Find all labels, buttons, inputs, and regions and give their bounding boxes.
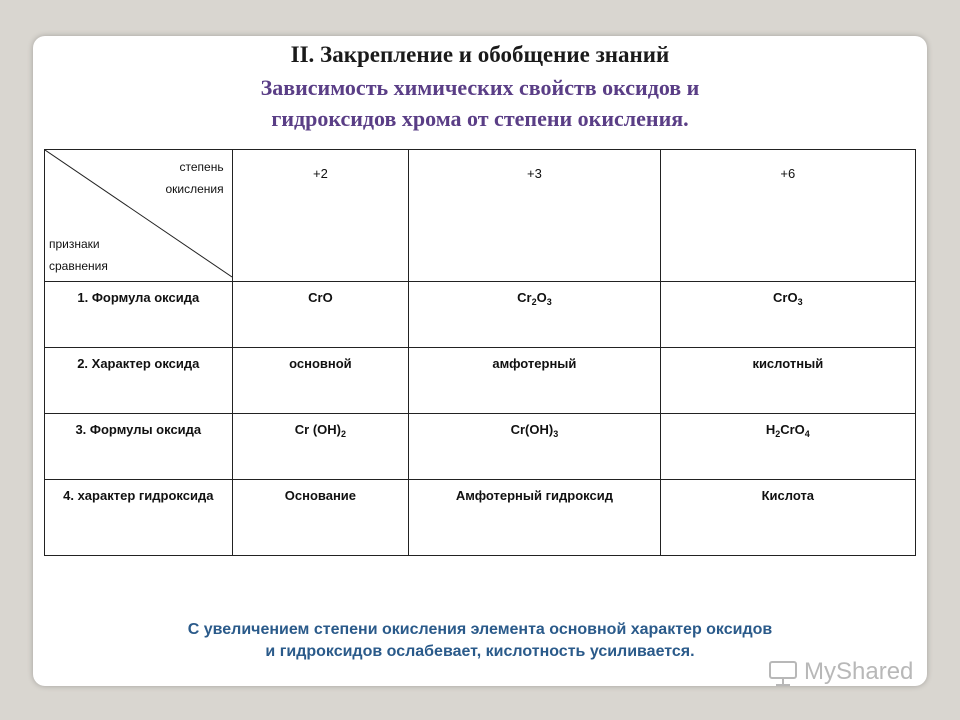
table-row xyxy=(45,348,916,414)
table-cell xyxy=(232,348,409,414)
conclusion-line-2: и гидроксидов ослабевает, кислотность усиливается. xyxy=(265,643,695,660)
subscript: 3 xyxy=(546,297,552,307)
conclusion-text xyxy=(60,619,900,663)
table-cell xyxy=(409,480,660,556)
corner-top-line-2: окисления xyxy=(165,182,224,196)
table-cell xyxy=(660,480,915,556)
watermark xyxy=(768,658,913,686)
cell-text: O xyxy=(536,290,547,305)
subtitle-line-2: гидроксидов хрома от степени окисления. xyxy=(271,106,689,131)
cell-text: основной xyxy=(289,356,352,371)
corner-bottom-label xyxy=(49,233,108,277)
presentation-icon xyxy=(768,658,798,686)
cell-text: Cr xyxy=(517,290,532,305)
corner-top-label xyxy=(165,156,223,200)
table-row xyxy=(45,414,916,480)
table-cell xyxy=(660,282,915,348)
corner-bottom-line-1: признаки xyxy=(49,237,100,251)
cell-text: H xyxy=(765,422,776,437)
table-row xyxy=(45,480,916,556)
conclusion-line-1: С увеличением степени окисления элемента основной характер оксидов xyxy=(187,621,773,638)
cell-text: амфотерный xyxy=(492,356,577,371)
cell-text: Cr(OH) xyxy=(510,422,554,437)
subscript: 2 xyxy=(775,429,781,439)
header-cell: +3 xyxy=(409,150,660,282)
header-cell: +6 xyxy=(660,150,915,282)
table-cell xyxy=(409,282,660,348)
page-title: II. Закрепление и обобщение знаний xyxy=(290,42,670,67)
table-cell xyxy=(660,348,915,414)
subscript: 3 xyxy=(553,429,559,439)
table-cell xyxy=(232,414,409,480)
corner-cell xyxy=(45,150,233,282)
row-label: 2. Характер оксида xyxy=(45,348,233,414)
subscript: 4 xyxy=(804,429,810,439)
corner-top-line-1: степень xyxy=(179,160,224,174)
header-cell: +2 xyxy=(232,150,409,282)
cell-text: кислотный xyxy=(752,356,824,371)
table-cell xyxy=(232,480,409,556)
table-cell xyxy=(232,282,409,348)
subscript: 3 xyxy=(797,297,803,307)
watermark-text: MyShared xyxy=(804,658,914,685)
row-label: 3. Формулы оксида xyxy=(45,414,233,480)
comparison-table xyxy=(44,149,916,556)
cell-text: CrO xyxy=(780,422,805,437)
row-label: 4. характер гидроксида xyxy=(45,480,233,556)
subscript: 2 xyxy=(341,429,347,439)
subscript: 2 xyxy=(531,297,537,307)
table-cell xyxy=(409,414,660,480)
row-label: 1. Формула оксида xyxy=(45,282,233,348)
table-cell xyxy=(660,414,915,480)
cell-text: CrO xyxy=(308,290,333,305)
cell-text: Кислота xyxy=(761,488,815,503)
table-cell xyxy=(409,348,660,414)
cell-text: Основание xyxy=(284,488,357,503)
corner-bottom-line-2: сравнения xyxy=(49,259,108,273)
cell-text: Амфотерный гидроксид xyxy=(455,488,613,503)
table-header-row xyxy=(45,150,916,282)
subtitle-line-1: Зависимость химических свойств оксидов и xyxy=(260,75,700,100)
table-row xyxy=(45,282,916,348)
page-subtitle xyxy=(0,72,960,134)
cell-text: CrO xyxy=(773,290,798,305)
cell-text: Cr (OH) xyxy=(294,422,341,437)
